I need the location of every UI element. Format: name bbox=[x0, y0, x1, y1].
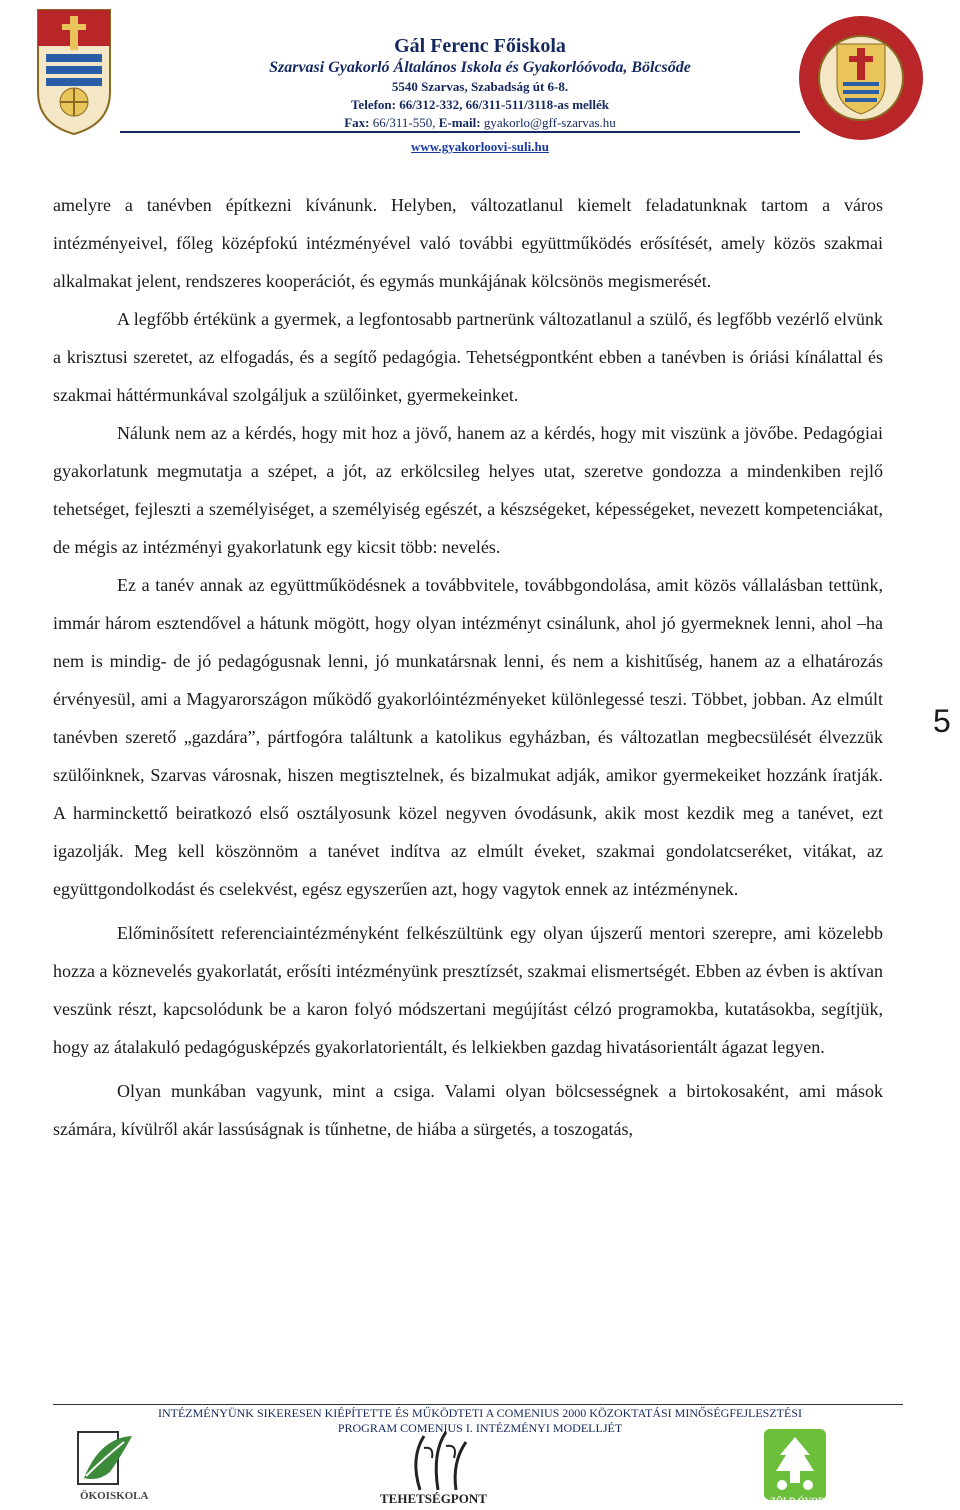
fax-label: Fax: bbox=[344, 115, 370, 130]
footer-line-1: INTÉZMÉNYÜNK SIKERESEN KIÉPÍTETTE ÉS MŰKÖDTETI A COMENIUS 2000 KÖZOKTATÁSI MINŐSÉGFEJLESZTÉSI bbox=[157, 1406, 802, 1420]
footer-line-2: PROGRAM COMENIUS I. INTÉZMÉNYI MODELLJÉT bbox=[337, 1421, 623, 1435]
fax-number: 66/311-550, bbox=[372, 115, 436, 130]
paragraph-3: Nálunk nem az a kérdés, hogy mit hoz a jövő, hanem az a kérdés, hogy mit viszünk a jövőbe. Pedagógiai gyakorlatunk megmutatja a szépet, a jót, az erkölcsileg helyes utat, szeretve gondozza a mindenkiben rejlő tehetséget, fejleszti a személyiséget, a személyiség egészét, a készségeket, képességeket, nevezett kompetenciákat, de mégis az intézményi gyakorlatunk egy kicsit több: nevelés. bbox=[53, 423, 883, 557]
paragraph-4: Ez a tanév annak az együttműködésnek a továbbvitele, továbbgondolása, amit közös vállalásban tettünk, immár három esztendővel a hátunk mögött, hogy olyan intézményt csinálunk, ahol jó gyermeknek lenni, ahol –ha nem is mindig- de jó pedagógusnak lenni, jó munkatársnak lenni, és nem a kishitűség, hanem az a elhatározás érvényesül, ami a Magyarországon működő gyakorlóintézményeket különlegessé teszi. Többet, jobban. Az elmúlt tanévben szerető „gazdára”, pártfogóra találtunk a katolikus egyházban, és változatlan megbecsülését élvezzük szülőinknek, Szarvas városnak, hiszen megtisztelnek, és bizalmukat adják, amikor gyermekeiket hozzánk íratják. A harminckettő beiratkozó első osztályosunk közel negyven óvodásunk, akik most kezdik meg a tanévet, ezt igazolják. Meg kell köszönnöm a tanévet indítva az elmúlt éveket, szakmai gondolatcseréket, vitákat, az együttgondolkodást és cselekvést, egész egyszerűen azt, hogy vagytok ennek az intézménynek. bbox=[53, 575, 883, 899]
paragraph-2: A legfőbb értékünk a gyermek, a legfontosabb partnerünk változatlanul a szülő, és legfőbb vezérlő elvünk a krisztusi szeretet, az elfogadás, és a segítő pedagógia. Tehetségpontként ebben a tanévben is óriási kínálattal és szakmai háttérmunkával szolgáljuk a szülőinket, gyermekeinket. bbox=[53, 309, 883, 405]
footer-divider bbox=[53, 1404, 903, 1405]
letterhead bbox=[0, 0, 960, 170]
letter-body bbox=[53, 186, 883, 1148]
school-seal-logo bbox=[797, 14, 925, 142]
talent-point-caption: TEHETSÉGPONT bbox=[380, 1491, 487, 1506]
header-divider bbox=[120, 131, 800, 133]
email-link[interactable]: gyakorlo@gff-szarvas.hu bbox=[483, 115, 616, 130]
paragraph-6: Olyan munkában vagyunk, mint a csiga. Valami olyan bölcsességnek a birtokosaként, ami mások számára, kívülről akár lassúságnak is tűnhetne, de hiába a sürgetés, a toszogatás, bbox=[53, 1081, 883, 1139]
fax-email-line bbox=[210, 114, 750, 132]
ecoschool-caption: ÖKOISKOLA bbox=[80, 1490, 149, 1502]
phone: Telefon: 66/312-332, 66/311-511/3118-as mellék bbox=[350, 97, 610, 112]
paragraph-1: amelyre a tanévben építkezni kívánunk. Helyben, változatlanul kiemelt feladatunknak tartom a város intézményeivel, főleg középfokú intézményével való további együttműködés erősítését, amely közös szakmai alkalmakat jelent, rendszeres kooperációt, és egymás munkájának kölcsönös megismerését. bbox=[53, 195, 883, 291]
green-kindergarten-logo bbox=[762, 1427, 828, 1502]
address: 5540 Szarvas, Szabadság út 6-8. bbox=[391, 79, 569, 94]
email-label: E-mail: bbox=[438, 115, 481, 130]
green-kindergarten-caption: ZÖLD ÓVODA bbox=[770, 1496, 832, 1506]
paragraph-5: Előminősített referenciaintézményként felkészültünk egy olyan újszerű mentori szerepre, ami közelebb hozza a köznevelés gyakorlatát, erősíti intézményünk presztízsét, szakmai elismertségét. Ebben az évben is aktívan veszünk részt, kapcsolódunk be a karon folyó módszertani megújítást célzó programokba, kutatásokba, segítjük, hogy az átalakuló pedagógusképzés gyakorlatorientált, és lelkiekben gazdag hivatásorientált ágazat legyen. bbox=[53, 923, 883, 1057]
page-number: 5 bbox=[933, 703, 951, 739]
website-link[interactable]: www.gyakorloovi-suli.hu bbox=[411, 139, 549, 154]
institution-title: Gál Ferenc Főiskola bbox=[394, 35, 566, 57]
school-name: Szarvasi Gyakorló Általános Iskola és Gyakorlóóvoda, Bölcsőde bbox=[269, 59, 691, 76]
college-crest-logo bbox=[34, 6, 114, 138]
letterhead-text bbox=[210, 34, 750, 132]
